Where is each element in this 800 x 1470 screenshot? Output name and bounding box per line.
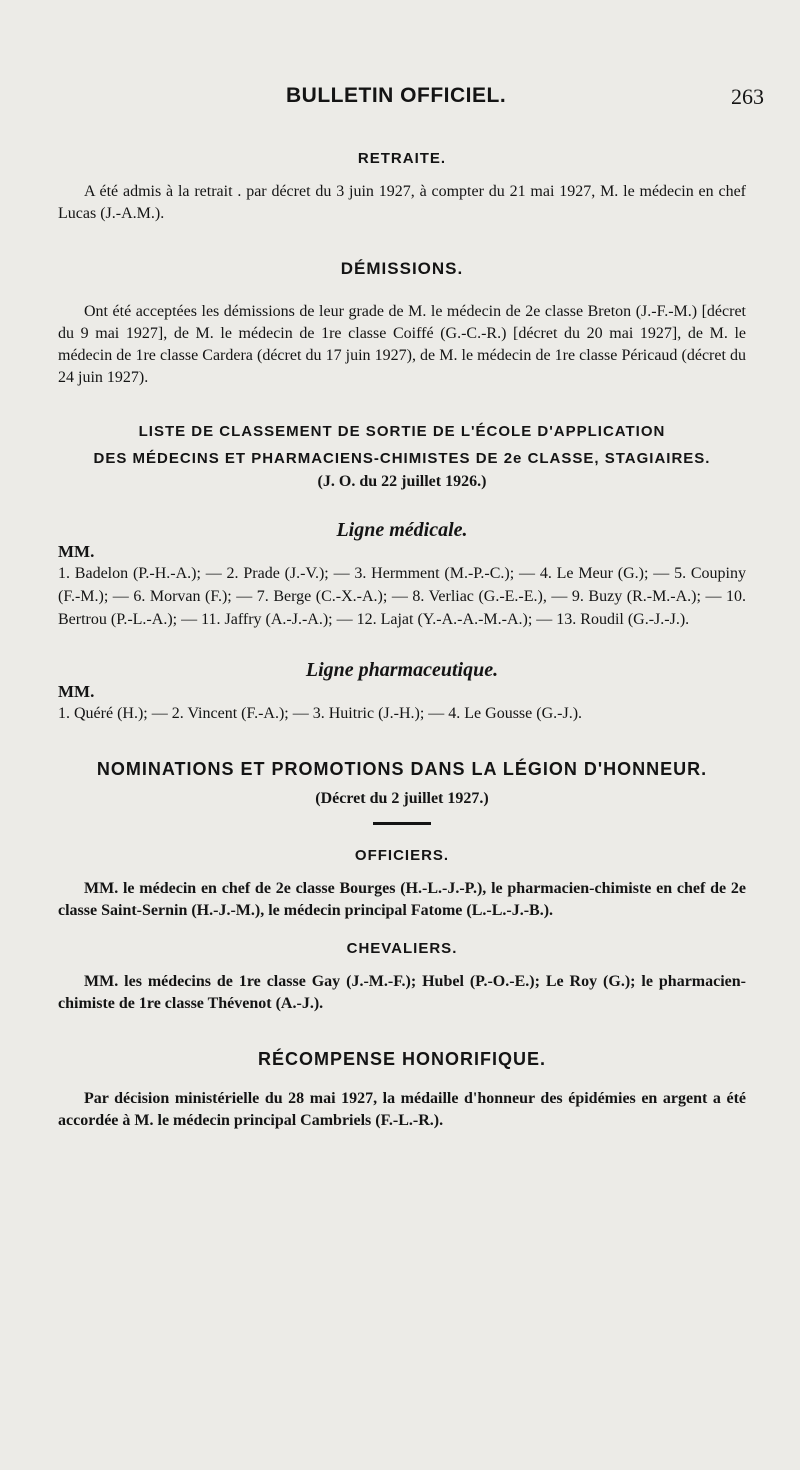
section-heading-recompense: RÉCOMPENSE HONORIFIQUE. <box>257 1049 547 1069</box>
subsection-heading-ligne-pharmaceutique: Ligne pharmaceutique. <box>305 659 499 681</box>
running-title: BULLETIN OFFICIEL. <box>286 84 507 107</box>
running-header <box>58 84 764 114</box>
ligne-medicale-list: 1. Badelon (P.-H.-A.); — 2. Prade (J.-V.); — 3. Hermment (M.-P.-C.); — 4. Le Meur (G.); — 5. Coupiny (F.-M.); — 6. Morvan (F.); — 7. Berge (C.-X.-A.); — 8. Verliac (G.-E.-E.), — 9. Buzy (R.-M.-A.); — 10. Bertrou (P.-L.-A.); — 11. Jaffry (A.-J.-A.); — 12. Lajat (Y.-A.-A.-M.-A.); — 13. Roudil (G.-J.-J.). <box>58 565 746 628</box>
demissions-paragraph: Ont été acceptées les démissions de leur grade de M. le médecin de 2e classe Breton (J.-F.-M.) [décret du 9 mai 1927], de M. le médecin de 1re classe Coiffé (G.-C.-R.) [décret du 20 mai 1927], de M. le médecin de 1re classe Cardera (décret du 17 juin 1927), de M. le médecin de 1re classe Péricaud (décret du 24 juin 1927). <box>58 303 746 386</box>
retraite-paragraph: A été admis à la retrait . par décret du 3 juin 1927, à compter du 21 mai 1927, M. le médecin en chef Lucas (J.-A.M.). <box>58 183 746 222</box>
subsection-heading-officiers: OFFICIERS. <box>354 847 450 864</box>
subsection-heading-ligne-medicale: Ligne médicale. <box>336 519 468 541</box>
mm-label-pharmaceutique: MM. <box>58 682 95 701</box>
section-heading-demissions: DÉMISSIONS. <box>340 259 464 278</box>
officiers-paragraph: MM. le médecin en chef de 2e classe Bourges (H.-L.-J.-P.), le pharmacien-chimiste en chef de 2e classe Saint-Sernin (H.-J.-M.), le médecin principal Fatome (L.-L.-J.-B.). <box>58 880 746 919</box>
ligne-pharmaceutique-list: 1. Quéré (H.); — 2. Vincent (F.-A.); — 3. Huitric (J.-H.); — 4. Le Gousse (G.-J.). <box>58 705 583 722</box>
liste-heading-line2: DES MÉDECINS ET PHARMACIENS-CHIMISTES DE 2e CLASSE, STAGIAIRES. <box>93 450 711 467</box>
section-heading-legion: NOMINATIONS ET PROMOTIONS DANS LA LÉGION D'HONNEUR. <box>96 759 708 779</box>
page-content <box>58 150 746 1132</box>
liste-source: (J. O. du 22 juillet 1926.) <box>317 473 487 490</box>
liste-heading-line1: LISTE DE CLASSEMENT DE SORTIE DE L'ÉCOLE D'APPLICATION <box>138 423 666 440</box>
section-heading-retraite: RETRAITE. <box>357 150 447 167</box>
recompense-paragraph: Par décision ministérielle du 28 mai 1927, la médaille d'honneur des épidémies en argent a été accordée à M. le médecin principal Cambriels (F.-L.-R.). <box>58 1090 746 1129</box>
chevaliers-paragraph: MM. les médecins de 1re classe Gay (J.-M.-F.); Hubel (P.-O.-E.); Le Roy (G.); le pharmacien-chimiste de 1re classe Thévenot (A.-J.). <box>58 973 746 1012</box>
mm-label-medicale: MM. <box>58 542 95 561</box>
subsection-heading-chevaliers: CHEVALIERS. <box>346 940 458 957</box>
page-number: 263 <box>731 84 764 109</box>
legion-decree: (Décret du 2 juillet 1927.) <box>315 790 489 807</box>
